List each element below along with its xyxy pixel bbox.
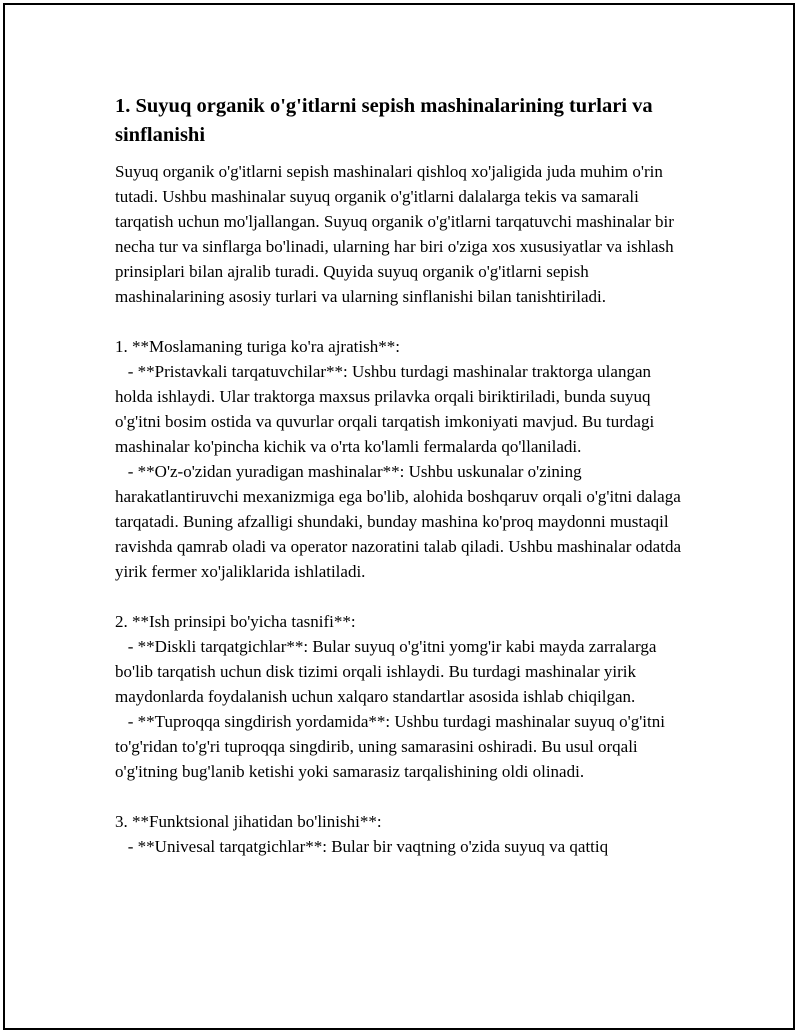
document-body: Suyuq organik o'g'itlarni sepish mashinalari qishloq xo'jaligida juda muhim o'rin tutadi. Ushbu mashinalar suyuq organik o'g'itlarni dalalarga tekis va samarali tarqatish uchun mo'ljallangan. Suyuq organik o'g'itlarni tarqatuvchi mashinalar bir necha tur va sinflarga bo'linadi, ularning har biri o'ziga xos xususiyatlar va ishlash prinsiplari bilan ajralib turadi. Quyida suyuq organik o'g'itlarni sepish mashinalarining asosiy turlari va ularning sinflanishi bilan tanishtiriladi. 1. **Moslamaning turiga ko'ra ajratish**: - **Pristavkali tarqatuvchilar**: Ushbu turdagi mashinalar traktorga ulangan holda ishlaydi. Ular traktorga maxsus prilavka orqali biriktiriladi, bunda suyuq o'g'itni bosim ostida va quvurlar orqali tarqatish imkoniyati mavjud. Bu turdagi mashinalar ko'pincha kichik va o'rta ko'lamli fermalarda qo'llaniladi. - **O'z-o'zidan yuradigan mashinalar**: Ushbu uskunalar o'zining harakatlantiruvchi mexanizmiga ega bo'lib, alohida boshqaruv orqali o'g'itni dalaga tarqatadi. Buning afzalligi shundaki, bunday mashina ko'proq maydonni mustaqil ravishda qamrab oladi va operator nazoratini talab qiladi. Ushbu mashinalar odatda yirik fermer xo'jaliklarida ishlatiladi. 2. **Ish prinsipi bo'yicha tasnifi**: - **Diskli tarqatgichlar**: Bular suyuq o'g'itni yomg'ir kabi mayda zarralarga bo'lib tarqatish uchun disk tizimi orqali ishlaydi. Bu turdagi mashinalar yirik maydonlarda foydalanish uchun xalqaro standartlar asosida ishlab chiqilgan. - **Tuproqqa singdirish yordamida**: Ushbu turdagi mashinalar suyuq o'g'itni to'g'ridan to'g'ri tuproqqa singdirib, uning samarasini oshiradi. Bu usul orqali o'g'itning bug'lanib ketishi yoki samarasiz tarqalishining oldi olinadi. 3. **Funktsional jihatidan bo'linishi**: - **Univesal tarqatgichlar**: Bular bir vaqtning o'zida suyuq va qattiq [115, 162, 681, 856]
document-content [115, 92, 685, 859]
document-title: 1. Suyuq organik o'g'itlarni sepish mashinalarining turlari va sinflanishi [115, 95, 653, 146]
